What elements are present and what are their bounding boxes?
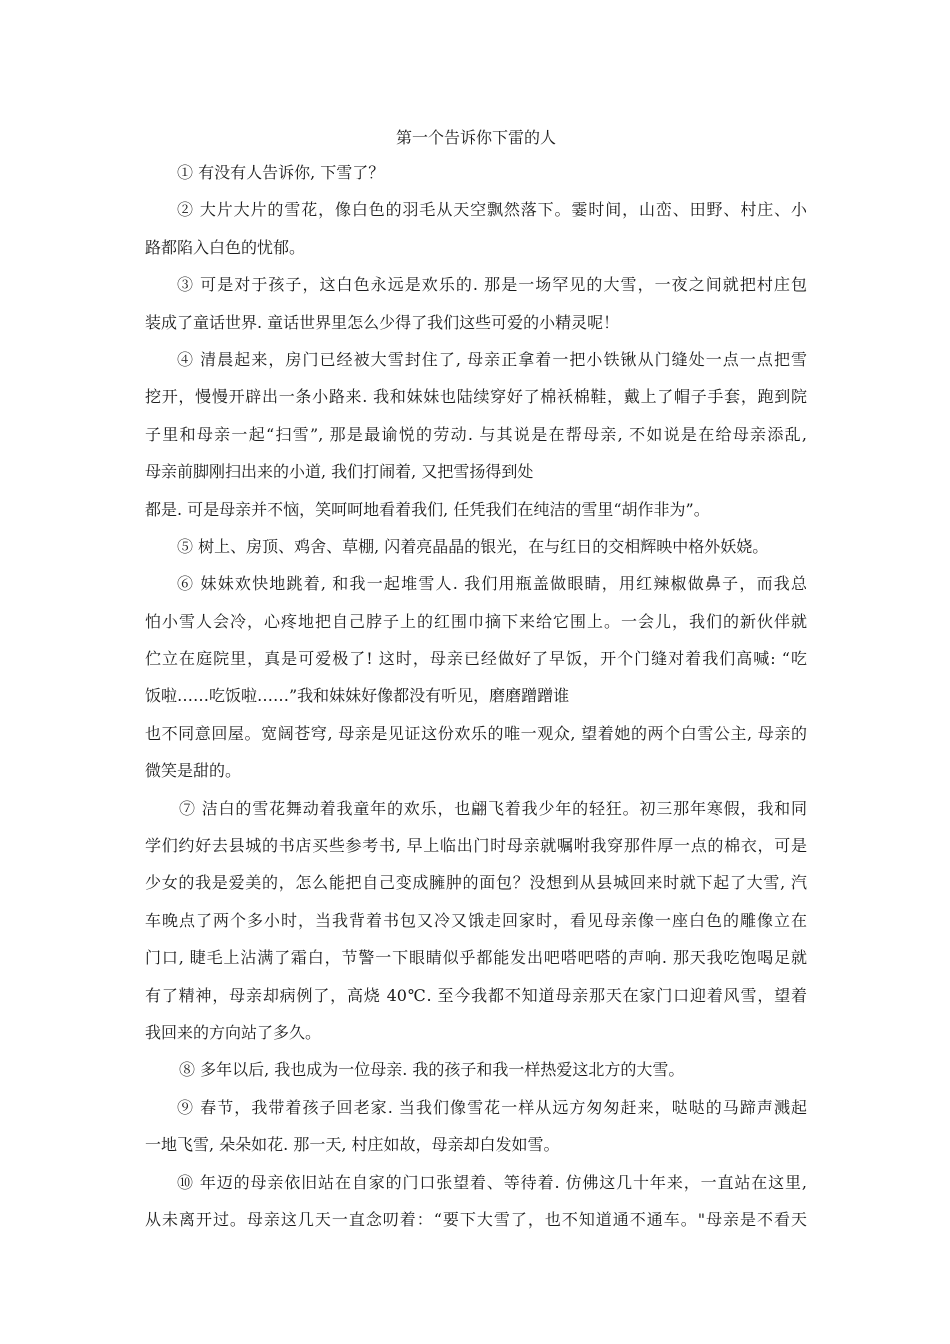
text-line: ① 有没有人告诉你, 下雪了？ <box>177 163 385 182</box>
text-line: 伫立在庭院里，真是可爱极了! 这时，母亲已经做好了早饭，开个门缝对着我们高喊: “吃 <box>145 649 807 669</box>
text-line: 微笑是甜的。 <box>145 761 242 781</box>
text-line: ⑤ 树上、房顶、鸡舍、草棚, 闪着亮晶晶的银光，在与红日的交相辉映中格外妖娆。 <box>177 536 769 556</box>
text-line: 车晚点了两个多小时，当我背着书包又冷又饿走回家时，看见母亲像一座白色的雕像立在 <box>145 910 807 930</box>
text-line: 有了精神，母亲却病例了，高烧 40℃. 至今我都不知道母亲那天在家门口迎着风雪，望着 <box>145 985 807 1005</box>
text-line: ⑥ 妹妹欢快地跳着, 和我一起堆雪人. 我们用瓶盖做眼睛，用红辣椒做鼻子，而我总 <box>177 574 807 594</box>
text-line: ⑨ 春节，我带着孩子回老家. 当我们像雪花一样从远方匆匆赶来，哒哒的马蹄声溅起 <box>177 1097 807 1117</box>
text-line: 子里和母亲一起“扫雪”, 那是最谕悦的劳动. 与其说是在帮母亲, 不如说是在给母亲添乱, <box>145 424 807 444</box>
text-line: 都是. 可是母亲并不恼，笑呵呵地看着我们, 任凭我们在纯洁的雪里“胡作非为”。 <box>145 499 710 519</box>
text-line: 从未离开过。母亲这几天一直念叨着：“要下大雪了，也不知道通不通车。"母亲是不看天 <box>145 1209 807 1229</box>
text-line: 装成了童话世界. 童话世界里怎么少得了我们这些可爱的小精灵呢！ <box>145 312 620 332</box>
text-line: 门口, 睫毛上沾满了霜白，节警一下眼睛似乎都能发出吧嗒吧嗒的声响. 那天我吃饱喝足就 <box>145 948 807 968</box>
text-line: 路都陷入白色的忧郁。 <box>145 237 306 257</box>
page-title: 第一个告诉你下雷的人 <box>395 128 556 147</box>
document-page <box>145 123 807 1238</box>
text-line: 我回来的方向站了多久。 <box>145 1022 322 1042</box>
text-line: ② 大片大片的雪花，像白色的羽毛从天空飘然落下。霎时间，山峦、田野、村庄、小 <box>177 200 807 220</box>
text-line: ③ 可是对于孩子，这白色永远是欢乐的. 那是一场罕见的大雪，一夜之间就把村庄包 <box>177 275 807 295</box>
text-line: 也不同意回屋。宽阔苍穹, 母亲是见证这份欢乐的唯一观众, 望着她的两个白雪公主, 母亲的 <box>145 723 807 743</box>
text-line: 学们约好去县城的书店买些参考书, 早上临出门时母亲就嘱咐我穿那件厚一点的棉衣，可是 <box>145 836 807 856</box>
text-line: 饭啦……吃饭啦……”我和妹妹好像都没有听见，磨磨蹭蹭谁 <box>145 686 570 706</box>
text-line: ⑧ 多年以后, 我也成为一位母亲. 我的孩子和我一样热爱这北方的大雪。 <box>179 1060 685 1080</box>
text-line: 挖开，慢慢开辟出一条小路来. 我和妹妹也陆续穿好了棉袄棉鞋，戴上了帽子手套，跑到院 <box>145 387 807 407</box>
text-line: 一地飞雪, 朵朵如花. 那一天, 村庄如故，母亲却白发如雪。 <box>145 1135 560 1155</box>
text-line: 少女的我是爱美的，怎么能把自己变成臃肿的面包？没想到从县城回来时就下起了大雪, 汽 <box>145 873 807 893</box>
text-line: 怕小雪人会冷，心疼地把自己脖子上的红围巾摘下来给它围上。一会儿，我们的新伙伴就 <box>145 611 807 631</box>
text-line: ⑩ 年迈的母亲依旧站在自家的门口张望着、等待着. 仿佛这几十年来，一直站在这里, <box>177 1172 807 1192</box>
text-line: ⑦ 洁白的雪花舞动着我童年的欢乐，也翩飞着我少年的轻狂。初三那年寒假，我和同 <box>179 798 807 818</box>
text-line: ④ 清晨起来，房门已经被大雪封住了, 母亲正拿着一把小铁锹从门缝处一点一点把雪 <box>177 349 807 369</box>
article-body <box>145 154 807 1238</box>
text-line: 母亲前脚刚扫出来的小道, 我们打闹着, 又把雪扬得到处 <box>145 462 534 482</box>
